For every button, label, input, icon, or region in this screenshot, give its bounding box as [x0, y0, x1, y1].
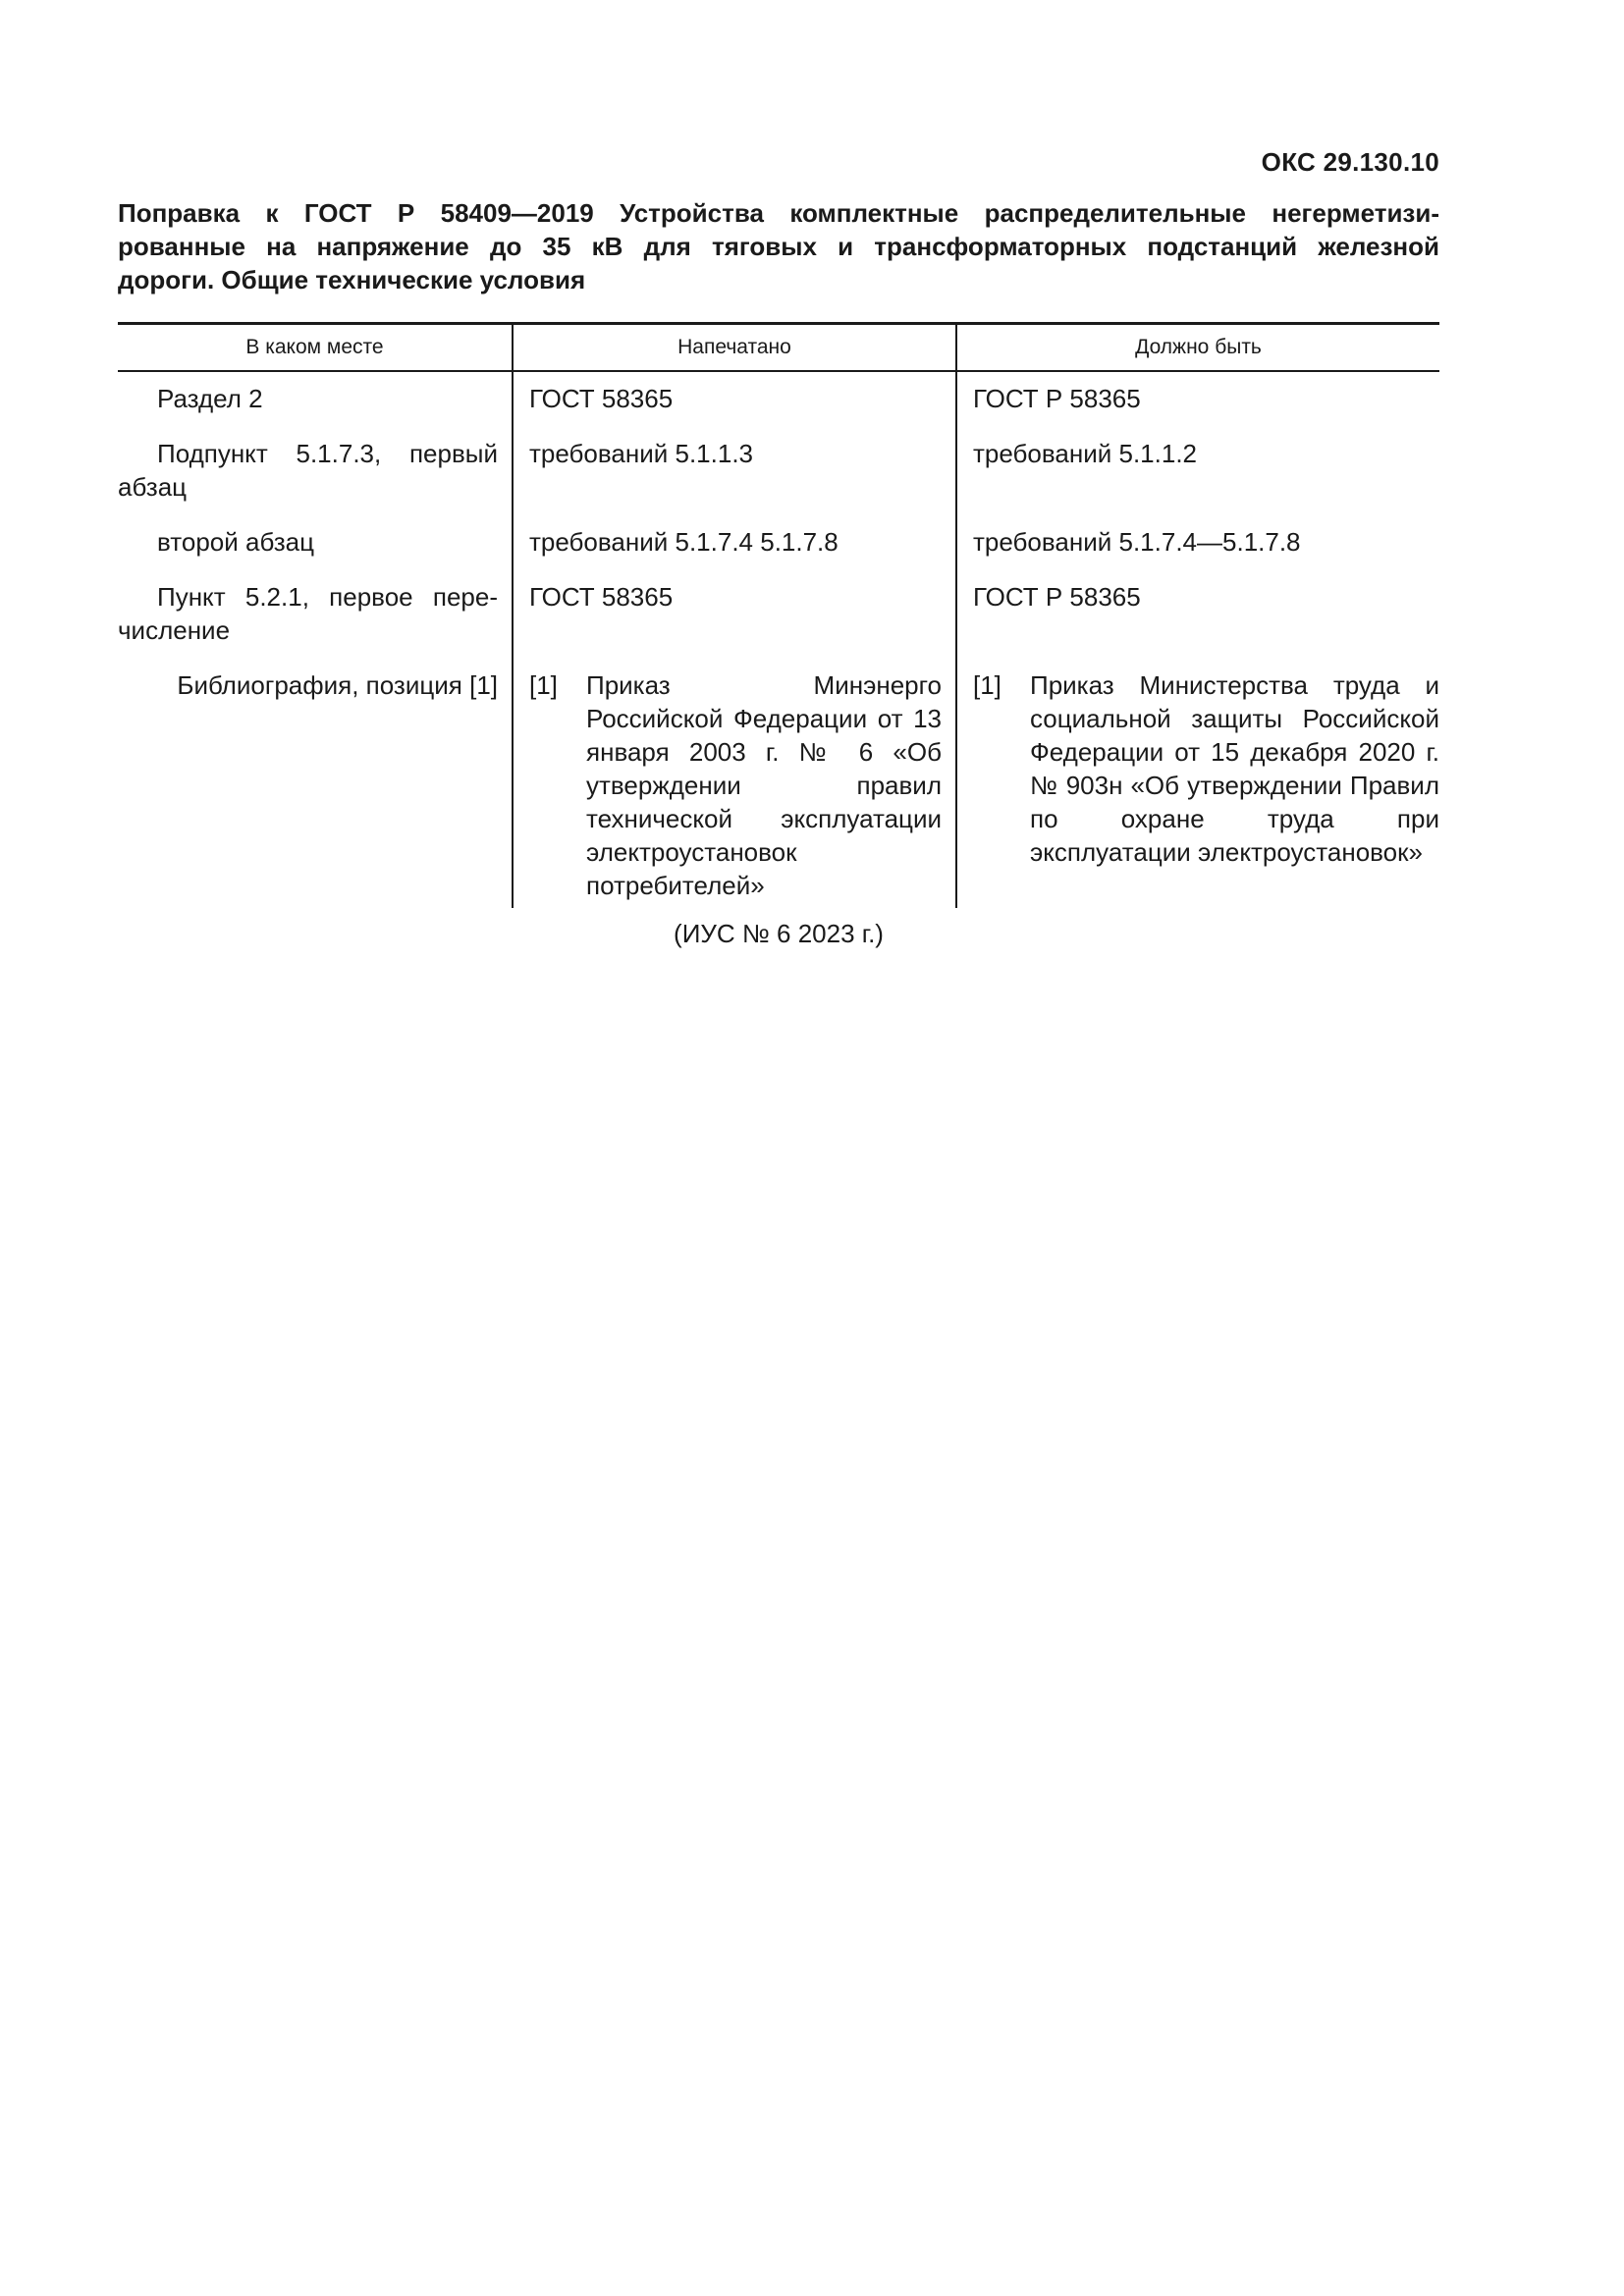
bibliography-reference	[973, 668, 1439, 869]
reference-text: Приказ Министерства труда и социальной защиты Российской Федерации от 15 декабря 2020 г. № 903н «Об утверждении Правил по охране труда при эксплуатации электроустановок»	[1030, 670, 1439, 867]
cell-printed: ГОСТ 58365	[513, 371, 956, 427]
cell-printed: требований 5.1.1.3	[513, 427, 956, 515]
cell-should-be	[956, 659, 1439, 908]
table-row	[118, 427, 1439, 515]
title-line: Поправка к ГОСТ Р 58409—2019 Устройства комплектные распределительные негерметизи-	[118, 198, 1439, 228]
oks-code: ОКС 29.130.10	[1261, 147, 1439, 177]
document-title	[118, 196, 1439, 296]
corrections-table	[118, 322, 1439, 908]
cell-should-be: требований 5.1.7.4—5.1.7.8	[956, 515, 1439, 570]
cell-where: второй абзац	[157, 527, 315, 557]
cell-where: Пункт 5.2.1, первое пере-числение	[118, 582, 498, 645]
header-printed: Напечатано	[513, 324, 956, 372]
title-line: дороги. Общие технические условия	[118, 265, 586, 294]
table-header-row	[118, 324, 1439, 372]
cell-printed: ГОСТ 58365	[513, 570, 956, 659]
cell-printed: требований 5.1.7.4 5.1.7.8	[513, 515, 956, 570]
title-line: рованные на напряжение до 35 кВ для тяговых и трансформаторных подстанций железной	[118, 232, 1439, 261]
cell-where: Подпункт 5.1.7.3, первый абзац	[118, 439, 498, 502]
reference-number: [1]	[529, 670, 558, 700]
cell-should-be: требований 5.1.1.2	[956, 427, 1439, 515]
table-row	[118, 659, 1439, 908]
header-where: В каком месте	[118, 324, 513, 372]
header-should-be: Должно быть	[956, 324, 1439, 372]
ius-reference: (ИУС № 6 2023 г.)	[674, 919, 884, 948]
reference-number: [1]	[973, 670, 1001, 700]
table-row	[118, 515, 1439, 570]
bibliography-reference	[529, 668, 942, 902]
table-row	[118, 371, 1439, 427]
cell-where: Раздел 2	[157, 384, 263, 413]
cell-printed	[513, 659, 956, 908]
table-row	[118, 570, 1439, 659]
reference-text: Приказ Минэнерго Российской Федерации от 13 января 2003 г. № 6 «Об утверждении правил технической эксплуатации электроустановок потребителей»	[586, 670, 942, 900]
cell-should-be: ГОСТ Р 58365	[956, 570, 1439, 659]
cell-should-be: ГОСТ Р 58365	[956, 371, 1439, 427]
cell-where: Библиография, позиция [1]	[177, 670, 498, 700]
